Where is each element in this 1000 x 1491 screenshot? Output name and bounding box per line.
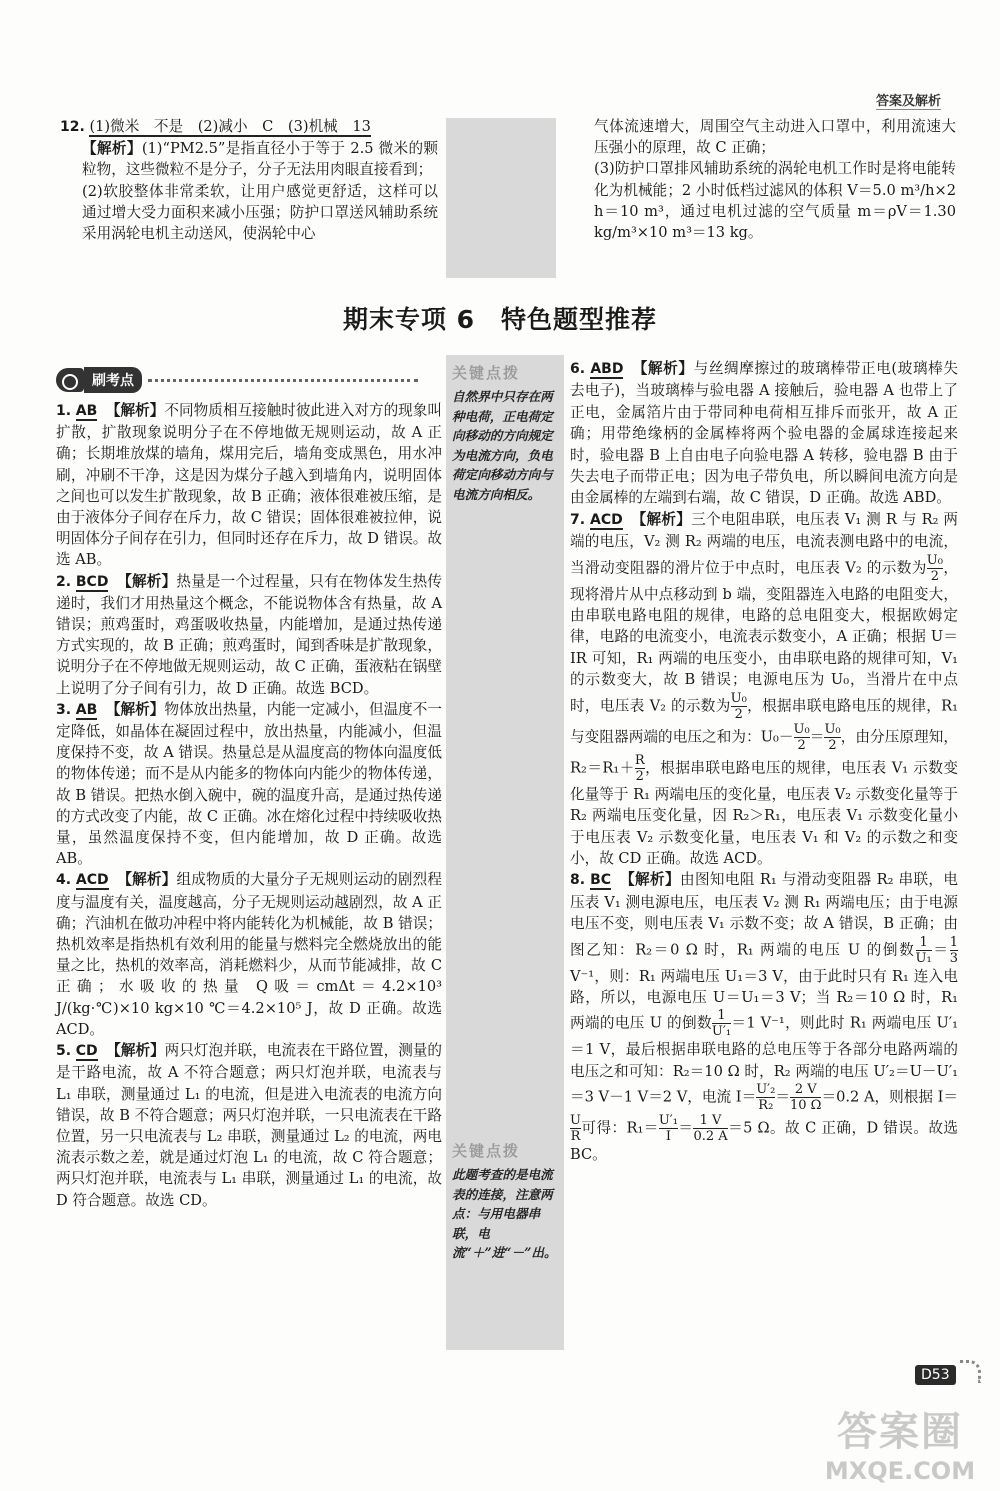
question-number: 4. <box>56 872 72 889</box>
question-tag: 【解析】 <box>631 510 692 528</box>
badge-dotted-rule <box>148 379 418 382</box>
question-answer: ACD <box>75 872 109 889</box>
question-number: 3. <box>56 701 72 718</box>
q8-text-6: ＝0.2 A，则根据 I＝ <box>821 1088 958 1106</box>
q12-p4: (3)防护口罩排风辅助系统的涡轮电机工作时是将电能转化为机械能；2 小时低档过滤风的体积 V＝5.0 m³/h×2 h＝10 m³，通过电机过滤的空气质量 m＝ρV＝1.30 kg/m³×10 m³＝13 kg。 <box>594 160 956 242</box>
question-text: 物体放出热量，内能一定减小，但温度不一定降低，如晶体在凝固过程中，放出热量，内能减小，但温度保持不变，故 A 错误。热量总是从温度高的物体向温度低的物体传递；而不是从内能多的物体向内能少的物体传递，故 B 错误。把热水倒入碗中，碗的温度升高，是通过热传递的方式改变了内能，故 C 正确。冰在熔化过程中持续吸收热量，虽然温度保持不变，但内能增加，故 D 正确。故选 AB。 <box>56 700 442 868</box>
question-3 <box>56 699 442 870</box>
q8-text-3: V⁻¹，则：R₁ 两端电压 U₁＝3 V，由于此时只有 R₁ 连入电路，所以，电源电压 U＝U₁＝3 V；当 R₂＝10 Ω 时，R₁ 两端的电压 U 的倒数 <box>570 967 958 1032</box>
q12-answer-line: (1)微米 不是 (2)减小 C (3)机械 13 <box>89 118 371 135</box>
q8-text-4: ＝1 V⁻¹，则此时 R₁ 两端电压 U′₁＝1 V，最后根据串联电路的总电压等于各部分电路两端的电压之和可知：R₂＝10 Ω 时，R₂ 两端的电压 U′₂＝U－U′₁＝3 V－1 V＝2 V，电流 I＝ <box>570 1014 958 1106</box>
page-corner-dots <box>960 1360 981 1383</box>
question-tag: 【解析】 <box>620 871 680 889</box>
question-number: 1. <box>56 403 72 419</box>
question-text: 与丝绸摩擦过的玻璃棒带正电(玻璃棒失去电子)，当玻璃棒与验电器 A 接触后，验电器 A 也带上了正电，金属箔片由于带同种电荷相互排斥而张开，故 A 正确；用带绝缘柄的金属棒将两个验电器的金属球连接起来时，验电器 B 上自由电子向验电器 A 转移，验电器 B 由于失去电子而带正电；因为电子带负电，所以瞬间电流方向是由金属棒的左端到右端，故 C 错误，D 正确。故选 ABD。 <box>570 360 958 507</box>
q7-text-3: ，根据串联电路电压的规律，R₁ 与变阻器两端的电压之和为：U₀－ <box>570 697 959 746</box>
question-tag: 【解析】 <box>105 700 165 718</box>
question-answer: ACD <box>589 511 623 528</box>
right-column <box>570 358 958 1166</box>
question-2 <box>56 571 442 699</box>
fraction: $\frac{2 V}{10 \Omega}$ <box>789 1082 822 1114</box>
question-answer: BC <box>590 872 612 889</box>
page-number: D53 <box>915 1365 956 1385</box>
fraction: $\frac{1 V}{0.2 A}$ <box>693 1113 728 1145</box>
fraction: $\frac{\text{U′₂}}{\text{R₂}}$ <box>756 1082 776 1114</box>
fraction: $\frac{\text{U′₁}}{I}$ <box>658 1113 678 1145</box>
question-tag: 【解析】 <box>632 360 694 377</box>
q8-text-2: ＝ <box>931 941 950 959</box>
q12-right <box>594 116 956 243</box>
question-answer: CD <box>75 1043 98 1060</box>
watermark-top: 答案圈 <box>837 1409 963 1455</box>
tip-heading: 关键点拨 <box>452 1142 521 1160</box>
q12-p1: (1)“PM2.5”是指直径小于等于 2.5 微米的颗粒物，这些微粒不是分子，分子无法用肉眼直接看到； <box>82 140 438 179</box>
question-answer: ABD <box>590 361 624 377</box>
q8-text-9: ＝5 Ω。故 C 正确，D 错误。故选 BC。 <box>570 1119 959 1164</box>
question-tag: 【解析】 <box>106 1042 165 1060</box>
question-tag: 【解析】 <box>117 572 177 590</box>
question-1 <box>56 400 442 571</box>
q12-p2: (2)软胶整体非常柔软，让用户感觉更舒适，这样可以通过增大受力面积来减小压强；防护口罩送风辅助系统采用涡轮电机主动送风，使涡轮中心 <box>82 182 438 243</box>
question-text: 组成物质的大量分子无规则运动的剧烈程度与温度有关，温度越高，分子无规则运动越剧烈，故 A 正确；汽油机在做功冲程中将内能转化为机械能，故 B 错误；热机效率是指热机有效利用的能量与燃料完全燃烧放出的能量之比，热机的效率高，消耗燃料少，从而节能减排，故 C 正确；水吸收的热量 Q吸＝cmΔt＝4.2×10³ J/(kg·℃)×10 kg×10 ℃＝4.2×10⁵ J，故 D 正确。故选 ACD。 <box>56 871 442 1038</box>
q8-text-5: ＝ <box>775 1088 790 1106</box>
tip-box-2 <box>452 1140 558 1263</box>
question-number: 7. <box>570 511 586 528</box>
fraction: $\frac{\text{U₀}}{2}$ <box>824 721 841 753</box>
q12-number: 12. <box>60 119 85 135</box>
question-6 <box>570 358 958 509</box>
question-answer: AB <box>75 701 98 718</box>
q7-text-2: ，现将滑片从中点移动到 b 端，变阻器连入电路的电阻变大，由串联电路电阻的规律，电路的总电阻变大，根据欧姆定律，电路的电流变小，电流表示数变小，A 正确；根据 U＝IR 可知，R₁ 两端的电压变小，由串联电路的规律可知，V₁ 的示数变大，故 B 错误；电源电压为 U₀，当滑片在中点时，电压表 V₂ 的示数为 <box>570 559 958 715</box>
question-number: 2. <box>56 573 72 590</box>
question-7 <box>570 509 958 869</box>
q8-text-7: 可得：R₁＝ <box>580 1119 659 1137</box>
q8-text-1: 由图知电阻 R₁ 与滑动变阻器 R₂ 串联，电压表 V₁ 测电源电压，电压表 V₂ 测 R₁ 两端电压；由于电源电压不变，则电压表 V₁ 示数不变；故 A 错误，B 正确；由图乙知：R₂＝0 Ω 时，R₁ 两端的电压 U 的倒数 <box>570 871 959 959</box>
question-text: 不同物质相互接触时彼此进入对方的现象叫扩散，扩散现象说明分子在不停地做无规则运动，故 A 正确；长期堆放煤的墙角，煤用完后，墙角变成黑色，用水冲刷，冲刷不干净，这是因为煤分子越入到墙角内，说明固体之间也可以发生扩散现象，故 B 正确；液体很难被压缩，是由于液体分子间存在斥力，故 C 错误；固体很难被拉伸，说明固体分子间存在引力，但同时还存在斥力，故 D 错误。故选 AB。 <box>56 402 442 569</box>
question-answer: BCD <box>75 573 109 590</box>
fraction: $\frac{\text{U₀}}{2}$ <box>730 690 747 722</box>
fraction: $\frac{U}{R}$ <box>570 1113 581 1145</box>
q12-tag: 【解析】 <box>82 140 142 158</box>
fraction: $\frac{1}{\text{U′₁}}$ <box>711 1008 732 1040</box>
tip-heading: 关键点拨 <box>452 364 521 382</box>
question-answer: AB <box>75 403 98 419</box>
section-badge <box>56 367 418 393</box>
tip-body: 此题考查的是电流表的连接，注意两点：与用电器串联，电流“＋”进“－”出。 <box>452 1167 557 1261</box>
q7-text-6: ，根据串联电路电压的规律，电压表 V₁ 示数变化量等于 R₁ 两端电压的变化量，电压表 V₂ 示数变化量等于 R₂ 两端电压变化量，因 R₂＞R₁，电压表 V₁ 示数变化量小于电压表 V₂ 示数变化量，电压表 V₁ 和 V₂ 的示数之和变小，故 CD 正确。故选 ACD。 <box>570 759 959 867</box>
left-column <box>56 400 442 1211</box>
q7-text-5: ，由分压原理知，R₂＝R₁＋ <box>570 728 958 777</box>
watermark-logo <box>820 1400 980 1485</box>
question-number: 6. <box>570 361 586 377</box>
q12-left <box>60 116 438 244</box>
fraction: $\frac{R}{2}$ <box>634 752 645 784</box>
q8-text-8: ＝ <box>677 1119 694 1137</box>
q12-p3: 气体流速增大，周围空气主动进入口罩中，利用流速大压强小的原理，故 C 正确； <box>594 118 956 157</box>
question-tag: 【解析】 <box>117 871 177 889</box>
question-text: 两只灯泡并联，电流表在干路位置，测量的是干路电流，故 A 不符合题意；两只灯泡并联，电流表与 L₁ 串联，测量通过 L₁ 的电流，但是进入电流表的电流方向错误，故 B 不符合题意；两只灯泡并联，一只电流表在干路位置，另一只电流表与 L₂ 串联，测量通过 L₂ 的电流，两电流表示数之差，就是通过灯泡 L₁ 的电流，故 C 符合题意；两只灯泡并联，电流表与 L₁ 串联，测量通过 L₁ 的电流，故 D 符合题意。故选 CD。 <box>56 1042 443 1209</box>
watermark-bottom: MXQE.COM <box>824 1457 976 1485</box>
tip-body: 自然界中只存在两种电荷，正电荷定向移动的方向规定为电流方向，负电荷定向移动方向与电流方向相反。 <box>452 389 553 502</box>
header-label: 答案及解析 <box>876 90 941 110</box>
question-4 <box>56 869 442 1040</box>
fraction: $\frac{1}{3}$ <box>949 934 958 966</box>
q7-text-4: ＝ <box>809 728 825 746</box>
grey-band-top <box>446 118 556 278</box>
section-title: 期末专项 6 特色题型推荐 <box>342 305 658 334</box>
question-text: 热量是一个过程量，只有在物体发生热传递时，我们才用热量这个概念，不能说物体含有热量，故 A 错误；煎鸡蛋时，鸡蛋吸收热量，内能增加，是通过热传递方式实现的，故 B 正确；煎鸡蛋时，闻到香味是扩散现象，说明分子在不停地做无规则运动，故 C 正确，蛋液粘在锅壁上说明了分子间有引力，故 D 正确。故选 BCD。 <box>56 572 442 697</box>
fraction: $\frac{\text{U₀}}{2}$ <box>926 552 943 584</box>
question-8 <box>570 869 958 1165</box>
q7-text-1: 三个电阻串联，电压表 V₁ 测 R 与 R₂ 两端的电压，V₂ 测 R₂ 两端的电压，电流表测电路中的电流，当滑动变阻器的滑片位于中点时，电压表 V₂ 的示数为 <box>570 510 958 577</box>
section-badge-label: 刷考点 <box>84 367 142 393</box>
tip-box-1 <box>452 362 558 505</box>
question-tag: 【解析】 <box>105 402 165 419</box>
brush-icon <box>56 368 84 392</box>
fraction: $\frac{1}{\text{U₁}}$ <box>915 934 932 966</box>
fraction: $\frac{\text{U₀}}{2}$ <box>793 721 810 753</box>
question-number: 5. <box>56 1043 72 1060</box>
question-number: 8. <box>570 872 586 889</box>
question-5 <box>56 1040 442 1211</box>
